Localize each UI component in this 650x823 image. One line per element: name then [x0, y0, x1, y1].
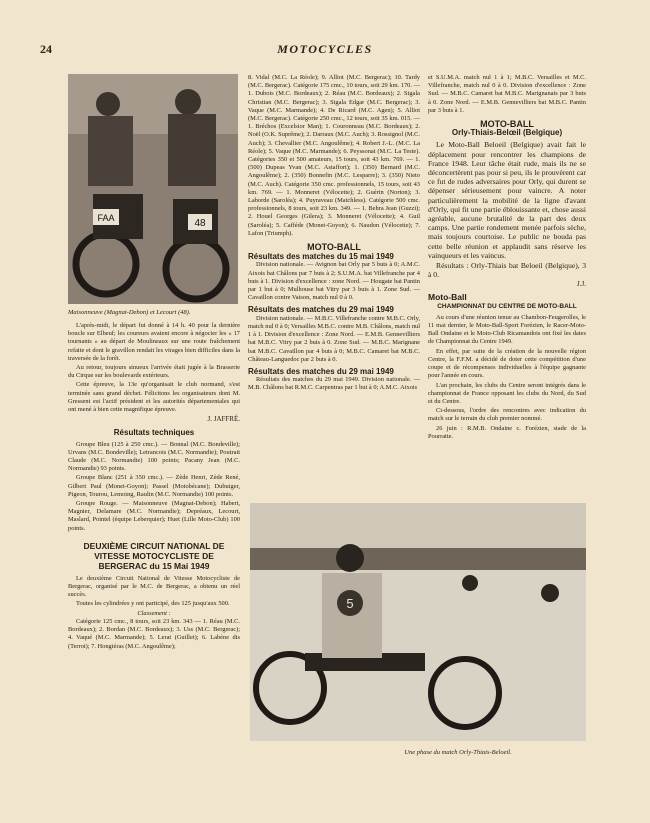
match-photo — [250, 503, 586, 741]
paragraph: En effet, par suite de la création de la nouvelle région Centre, la F.F.M. a décidé de doter cette compétition d'une coupe et de récompenses individuelles à l'équipe gagnante pour l'année en cours. — [428, 347, 586, 380]
right-column — [428, 74, 586, 442]
bergerac-heading: DEUXIÈME CIRCUIT NATIONAL DE VITESSE MOTOCYCLISTE DE BERGERAC du 15 Mai 1949 — [83, 540, 225, 571]
plate-right: 48 — [194, 218, 206, 229]
paragraph: L'an prochain, les clubs du Centre seront intégrés dans le championnat de France opposant les clubs du Nord, du Sud et du Centre. — [428, 381, 586, 405]
plate-left: FAA — [97, 213, 115, 223]
paragraph: Toutes les cylindrées y ont participé, des 125 jusqu'aux 500. — [76, 600, 230, 608]
results-heading: Résultats des matches du 15 mai 1949 — [248, 252, 394, 262]
paragraph: Cette épreuve, la 13e qu'organisait le club normand, s'est terminée sans grand déchet. Félicitons les organisateurs dont M. Gressent est l'actif président et les autorités départementales qui ont mené à bien cette magnifique épreuve. — [68, 381, 240, 414]
section-heading: MOTO-BALL — [307, 242, 361, 253]
paragraph: et S.U.M.A. match nul 1 à 1; M.B.C. Versailles et M.C. Villefranche, match nul 0 à 0. Division d'excellence : Zone Sud. — M.B.C. Camaret bat M.B.C. Marignanais par 3 buts à 0. Zone Nord. — E.M.B. Gennevilliers bat M.B.C. Pantin par 3 buts à 1. — [428, 74, 586, 114]
section-heading: Moto-Ball — [428, 291, 467, 302]
moto-ball-illustration — [250, 503, 586, 741]
results-heading: Résultats des matches du 29 mai 1949 — [248, 305, 394, 315]
paragraph: Ci-dessous, l'ordre des rencontres avec indication du match sur le terrain du club premier nommé. — [428, 407, 586, 423]
race-photo — [68, 74, 238, 304]
match-heading: Orly-Thiais-Belœil (Belgique) — [451, 128, 563, 138]
paragraph: Résultats : Orly-Thiais bat Beloeil (Belgique), 3 à 0. — [428, 261, 586, 280]
paragraph: Au cours d'une réunion tenue au Chambon-Feugerolles, le 11 mai dernier, le Moto-Ball-Sport Forézien, le Racer-Moto-Ball Ondaine et le Moto-Club Ricamandois ont fixé les dates de Championnat du Centre 1949. — [428, 313, 586, 346]
page-number: 24 — [40, 42, 52, 56]
paragraph: Division nationale. — Avignon bat Orly par 5 buts à 0; A.M.C. Aixois bat Châlons par 7 buts à 2; S.U.M.A. bat Villefranche par 4 buts à 1. Division d'excellence : zone Nord. — Hougate bat Pantin par 1 but à 0; Mulhouse bat Vitry par 3 buts à 1. Zone Sud. — Cavaillon contre Vaison, match nul 0 à 0. — [248, 261, 420, 302]
riders-illustration — [68, 74, 238, 304]
paragraph: Le Moto-Ball Beloeil (Belgique) avait fait le déplacement pour rencontrer les champions de France 1948. Leur tâche était rude, mais ils ne se déconcertèrent pas pour si peu, ils le prouvèrent car ce fut de rudes adversaires pour Orly, qui durent se dépenser sérieusement pour vaincre. A noter particulièrement la mobilité de la ligne d'avant d'Orly, qui fit une partie éblouissante et, chose aussi agréable, aucune brutalité de la part des deux camps. Une partie rondement menée parfois sèche, mais toujours courtoise. Le public ne bouda pas cette belle réunion et applaudit sans réserve les vainqueurs et les vaincus. — [428, 140, 586, 260]
signature: J.J. — [577, 280, 586, 289]
section-heading: MOTO-BALL — [480, 119, 534, 130]
paragraph: 8. Vidal (M.C. La Réole); 9. Alliot (M.C. Bergerac); 10. Tardy (M.C. Bergerac). Catégorie 175 cmc., 10 tours, soit 29 km. 170. — 1. Dubois (M.C. Bordeaux); 2. Réau (M.C. Bordeaux); 2. Sigala Christian (M.C. Bergerac); 3. Sigala Edgar (M.C. Bergerac); 3. Vaque (M.C. Marmande); 4. De Ricard (M.C. Agen); 5. Alliot (M.C. Bergerac). Catégorie 250 cmc., 12 tours, soit 35 km. 015. — 1. Bréchos (Excelsior Man); 1. Couronneau (M.C. Bordeaux); 2. Noël (O.K. Suprême); 2. Darraux (M.C. Auch); 3. Rossignol (M.C. Auch); 3. Chevallier (M.C. Angoulême); 4. Robert J.-L. (M.C. La Réole); 5. Vaque (M.C. Marmande); 6. Peyssonat (M.C. La Teste). Catégories 350 et 500 amateurs, 15 tours, soit 43 km. 769. — 1. (500) Dupeas Yvan (M.C. Astaffort); 1. (350) Bernard (M.C. Angoulême); 2. (350) Bonnefin (M.C. Lesparre); 3. (350) Nieto (M.C. Auch). Catégorie 350 cmc. professionnels, 15 tours, soit 43 km. 769. — 1. Monneret (Vélocette); 2. Guérin (Norton); 3. Laborde (Saroléa); 4. Puyraveau (Matchless). Catégorie 500 cmc. professionnels, 8 tours, soit 23 km. 349. — 1. Behra Jean (Guzzi); 2. Houel Georges (Gilera); 3. Monneret (Vélocette); 4. Guil (Saroléa); 5. Cafféde (Monet-Goyon); 6. Naudon (Vélocette); 7. Lafon (Triumph). — [248, 74, 420, 237]
paragraph: Groupe Blanc (251 à 350 cmc.). — Zède Henri, Zède René, Gilbert Paul (Monet-Goyon); Passel (Motobécane); Dubuiger, Pigeon, Tourou, Lemoing, Raulin (M.C. Normandie) 100 points. — [68, 474, 240, 498]
signature: J. JAFFRÉ. — [207, 415, 240, 424]
photo-caption: Maisonneuve (Magnat-Debon) et Lecourt (48). — [68, 309, 191, 316]
section-heading: Résultats techniques — [113, 428, 195, 438]
middle-column — [248, 74, 420, 394]
paragraph: Groupe Rouge. — Maisonneuve (Magnat-Debon); Habert, Magnier, Delamare (M.C. Normandie); Depréaux, Lecourt, Maslard, Pointel (équipe Leberquier); Huet (Lille Moto-Club) 100 points. — [68, 500, 240, 532]
paragraph: Catégorie 125 cmc., 8 tours, soit 23 km. 343 — 1. Réau (M.C. Bordeaux); 2. Bordan (M.C. Bordeaux); 3. Uss (M.C. Bergerac); 4. Vaqué (M.C. Marmande); 5. Lerat (Guillet); 6. Labène dis (Terrot); 7. Hongiéras (M.C. Angoulême); — [68, 617, 240, 650]
championship-heading: CHAMPIONNAT DU CENTRE DE MOTO-BALL — [437, 302, 577, 310]
paragraph: 26 juin : R.M.B. Ondaine c. Forézien, stade de la Pourratte. — [428, 424, 586, 440]
paragraph: Le deuxième Circuit National de Vitesse Motocycliste de Bergerac, organisé par le M.C. de Bergerac, a obtenu un réel succès. — [68, 574, 240, 599]
paragraph: Division nationale. — M.B.C. Villefranche contre M.B.C. Orly, match nul 0 à 0; Versailles M.B.C. contre M.B. Châlons, match nul 1 à 1. Division d'excellence : Zone Nord. — E.M.B. Gennevilliers bat M.B.C. Vitry par 2 buts à 0. Zone Sud. — M.B.C. Marignane bat M.B.C. Cavaillon par 4 buts à 0; M.B.C. Camaret bat M.B.C. Château-Languedoc par 2 buts à 0. — [248, 314, 420, 363]
running-title: MOTOCYCLES — [277, 42, 373, 56]
paragraph: Groupe Bleu (125 à 250 cmc.). — Bonnal (M.C. Bondeville); Urvans (M.C. Bondeville); Letrancois (M.C. Normandie); Poutrait Claude (M.C. Normandie) 100 points; Pacany Jean (M.C. Normandie) 93 points. — [68, 440, 240, 473]
paragraph: Au retour, toujours sinueux l'arrivée était jugée à la Brasserie du Cirque sur les boulevards extérieurs. — [68, 364, 240, 380]
left-column — [68, 322, 240, 652]
paragraph: L'après-midi, le départ fut donné à 14 h. 40 pour la dernière boucle sur Elbeuf; les coureurs avaient encore à négocier les « 17 tournants » au départ de Moulineaux sur une route fraîchement refaite et dont le gravillon rendait les virages bien difficiles dans la traversée de la forêt. — [68, 322, 240, 362]
classement-label: Classement : — [137, 609, 171, 617]
rider-number: 5 — [346, 596, 354, 611]
photo-caption: Une phase du match Orly-Thiais-Beloeil. — [404, 749, 512, 756]
paragraph: Résultats des matches du 29 mai 1949. Division nationale. — M.B. Châlons bat R.M.C. Carpentras par 1 but à 0; A.M.C. Aixois — [248, 376, 420, 392]
results-heading: Résultats des matches du 29 mai 1949 — [248, 366, 394, 376]
